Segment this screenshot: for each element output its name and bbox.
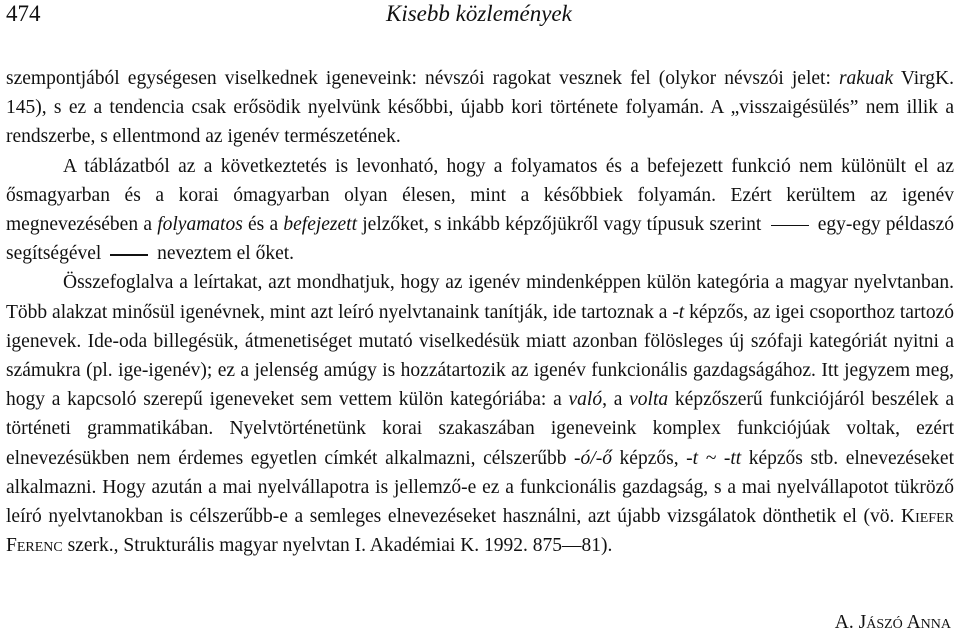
paragraph-1: [6, 64, 954, 152]
paragraph-1-line-3: folyamán. A „visszaigésülés” nem illik a rendszerbe, s ellentmond az igenév természetének.: [6, 97, 955, 148]
paragraph-2-text-b: és a: [242, 214, 284, 236]
paragraph-3-author-name: Kiefer Ferenc: [6, 506, 954, 557]
article-body: [6, 64, 954, 560]
paragraph-1-italic-rakuak: rakuak: [838, 68, 894, 89]
paragraph-3: [6, 268, 954, 560]
paragraph-3-text-c: , a: [602, 389, 630, 411]
page-header: [6, 0, 954, 32]
paragraph-3-text-d: képzőszerű funkciójáról beszélek a történeti grammatikában. Nyelvtörténetünk korai szakaszában igeneveink komplex funkciójúak voltak, ezért elnevezésükben nem érdemes egyetlen címkét alkalmazni, célszerűbb: [6, 389, 954, 469]
paragraph-2-text-d: egy-egy példaszó segítségével: [6, 214, 955, 265]
paragraph-2-italic-folyamatos: folyamatos: [157, 214, 243, 236]
paragraph-3-italic-t-tt: -t ~ -tt: [686, 447, 742, 469]
em-dash: [771, 225, 809, 227]
em-dash: [110, 254, 148, 256]
paragraph-3-text-e: képzős,: [611, 447, 687, 469]
paragraph-1-line-1: szempontjából egységesen viselkednek igeneveink: névszói ragokat vesznek fel (olykor névszói: [6, 68, 784, 89]
paragraph-2-text-c: jelzőket, s inkább képzőjükről vagy típusuk szerint: [357, 214, 762, 236]
paragraph-3-text-b: képzős, az igei csoporthoz tartozó igenevek. Ide-oda billegésük, átmenetiséget mutató viselkedésük miatt azonban fölösleges új szófaji kategóriát nyitni a számukra (pl. ige-igenév); ez a jelenség amúgy is hozzátartozik az igenév funkcionális gazdagságához. Itt jegyzem meg, hogy a kapcsoló szerepű igeneveket sem vettem külön kategóriába: a: [6, 301, 954, 411]
paragraph-2-italic-befejezett: befejezett: [283, 214, 358, 236]
paragraph-3-text-f: képzős stb. elnevezéseket alkalmazni. Hogy azután a mai nyelvállapotra is jellemző-e ez a funkcionális gazdagság, s a mai nyelvállapotot tükröző leíró nyelvtanokban is célszerűbb-e a semleges elnevezéseket használni, azt újabb vizsgálatok dönthetik el (vö.: [6, 447, 954, 528]
page-number: 474: [6, 1, 41, 26]
paragraph-3-italic-t: -t: [672, 301, 685, 323]
paragraph-2-text-a: A táblázatból az a következtetés is levonható, hogy a folyamatos és a befejezett funkció nem különült el az ősmagyarban és a korai ómagyarban olyan élesen, mint a későbbiek folyamán. Ezért kerültem az igenév megnevezésében a: [6, 155, 954, 236]
running-head: Kisebb közlemények: [386, 1, 572, 26]
paragraph-3-italic-valo: való: [568, 389, 603, 411]
paragraph-3-italic-o-suffix: -ó/-ő: [574, 447, 612, 469]
paragraph-1-text-b: VirgK. 145), s ez a tendencia csak erősödik nyelvünk későbbi, újabb kori története: [6, 68, 955, 119]
paragraph-3-text-g: szerk., Strukturális magyar nyelvtan I. Akadémiai K. 1992. 875—81).: [62, 535, 613, 557]
paragraph-2-text-e: neveztem el őket.: [157, 243, 295, 265]
paragraph-3-italic-volta: volta: [629, 389, 669, 411]
paragraph-2: [6, 152, 954, 269]
paragraph-3-text-a: Összefoglalva a leírtakat, azt mondhatjuk, hogy az igenév mindenképpen külön kategória a magyar nyelvtanban. Több alakzat minősül igenévnek, mint azt leíró nyelvtanaink tanítják, ide tartoznak a: [6, 272, 954, 323]
paragraph-1-text-a: jelet:: [791, 68, 839, 89]
author-signature: A. Jászó Anna: [834, 612, 951, 633]
